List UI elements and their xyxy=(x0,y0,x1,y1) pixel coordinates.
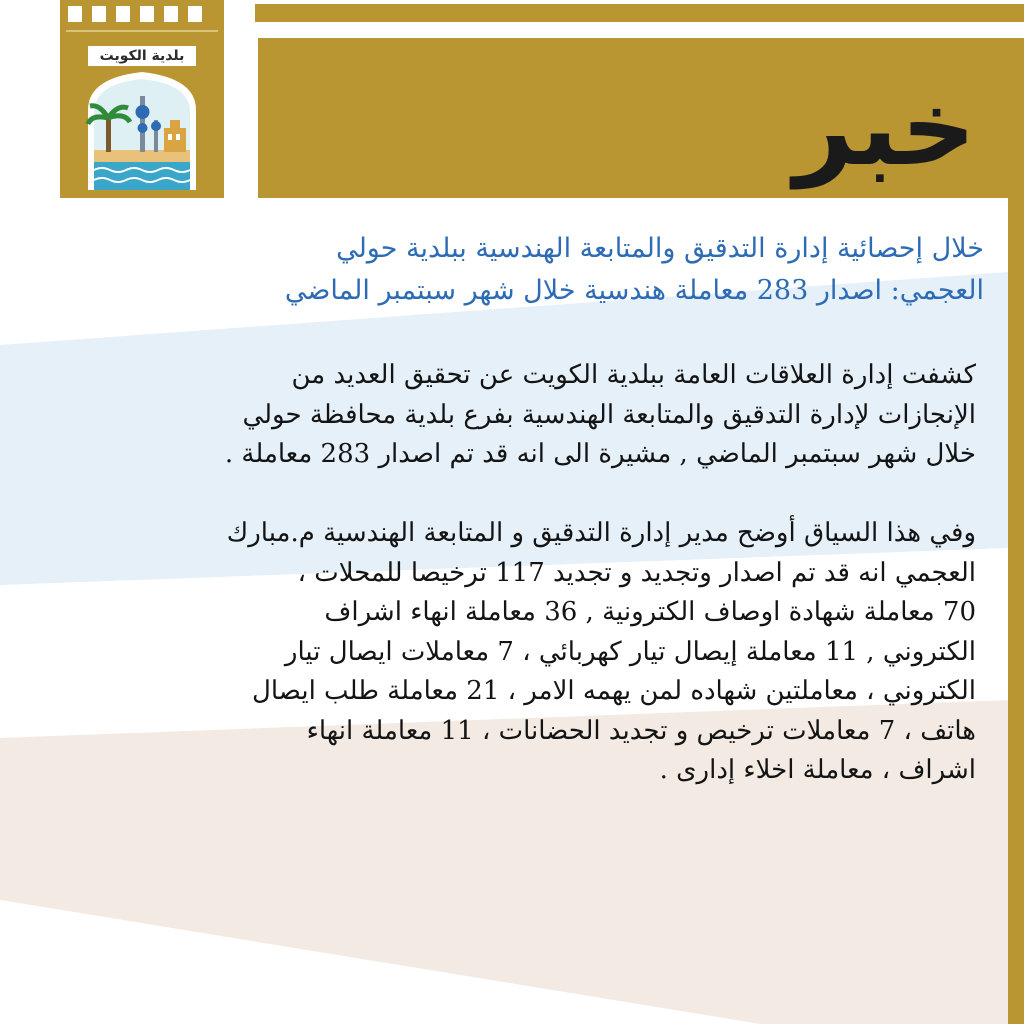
gold-frame-top-bar xyxy=(255,4,1024,22)
news-subtitle xyxy=(164,228,984,312)
news-body xyxy=(106,356,976,791)
body-line: هاتف ، 7 معاملات ترخيص و تجديد الحضانات ، 11 معاملة انهاء xyxy=(306,715,976,746)
subtitle-line: العجمي: اصدار 283 معاملة هندسية خلال شهر سبتمبر الماضي xyxy=(284,275,984,306)
body-line: الكتروني , 11 معاملة إيصال تيار كهربائي ، 7 معاملات ايصال تيار xyxy=(284,636,976,667)
body-line: كشفت إدارة العلاقات العامة ببلدية الكويت عن تحقيق العديد من xyxy=(291,360,976,390)
frame-gap xyxy=(255,22,1024,38)
emblem-icon xyxy=(60,0,224,198)
subtitle-line: خلال إحصائية إدارة التدقيق والمتابعة الهندسية ببلدية حولي xyxy=(336,233,984,264)
body-line: الإنجازات لإدارة التدقيق والمتابعة الهندسية بفرع بلدية محافظة حولي xyxy=(242,399,976,430)
body-line: 70 معاملة شهادة اوصاف الكترونية , 36 معاملة انهاء اشراف xyxy=(324,597,976,627)
body-line: اشراف ، معاملة اخلاء إدارى . xyxy=(659,755,976,785)
body-line: العجمي انه قد تم اصدار وتجديد و تجديد 117 ترخيصا للمحلات ، xyxy=(297,557,976,588)
logo-label: بلدية الكويت xyxy=(88,46,196,66)
body-line: خلال شهر سبتمبر الماضي , مشيرة الى انه قد تم اصدار 283 معاملة . xyxy=(224,439,976,469)
paragraph-spacer xyxy=(106,475,976,515)
body-line: وفي هذا السياق أوضح مدير إدارة التدقيق و المتابعة الهندسية م.مبارك xyxy=(226,518,976,548)
headline-title: خبر xyxy=(793,67,976,189)
kuwait-municipality-logo xyxy=(60,0,224,198)
body-line: الكتروني ، معاملتين شهاده لمن يهمه الامر ، 21 معاملة طلب ايصال xyxy=(251,676,976,706)
gold-frame-right-bar xyxy=(1008,38,1024,1024)
